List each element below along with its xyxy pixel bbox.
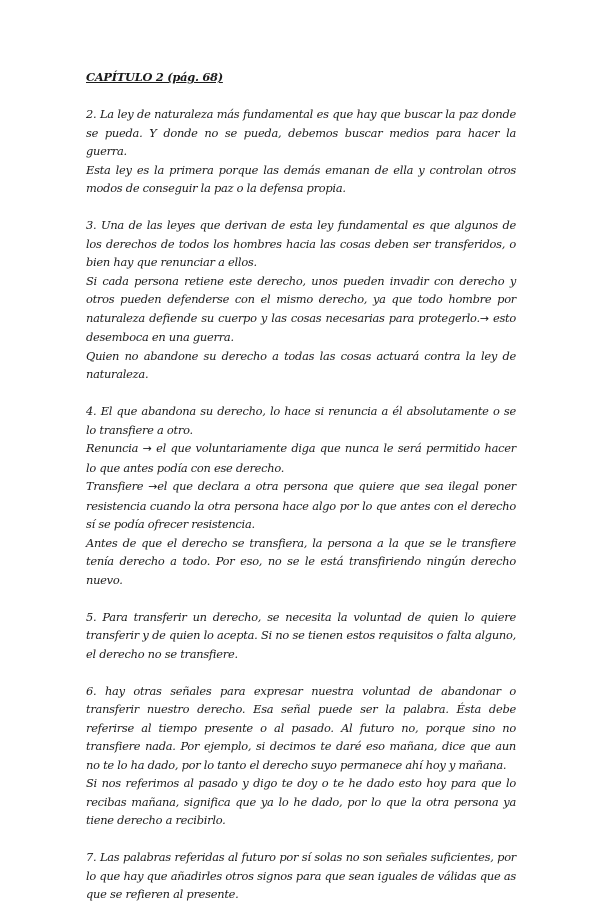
paragraph: 4. El que abandona su derecho, lo hace si renuncia a él absolutamente o se lo transfiere a otro. (86, 404, 516, 437)
right-arrow-icon: → (148, 480, 158, 493)
chapter-title: CAPÍTULO 2 (pág. 68) (86, 70, 223, 84)
section-4 (86, 402, 516, 589)
section-2 (86, 105, 516, 198)
section-3 (86, 216, 516, 384)
paragraph-text: Renuncia (86, 441, 143, 455)
paragraph (86, 439, 516, 477)
paragraph: 6. hay otras señales para expresar nuestra voluntad de abandonar o transferir nuestro derecho. Esa señal puede ser la palabra. Ésta debe referirse al tiempo presente o al pasado. Al futuro no, porque sino no transfiere nada. Por ejemplo, si decimos te daré eso mañana, dice que aun no te lo ha dado, por lo tanto el derecho suyo permanece ahí hoy y mañana. (86, 683, 516, 772)
paragraph: Esta ley es la primera porque las demás emanan de ella y controlan otros modos de conseguir la paz o la defensa propia. (86, 162, 516, 195)
paragraph-text: el que declara a otra persona que quiere que sea ilegal poner resistencia cuando la otra persona hace algo por lo que antes con el derecho sí se podía ofrecer resistencia. (86, 479, 517, 531)
section-6 (86, 682, 516, 830)
paragraph-text: Transfiere (86, 479, 149, 493)
paragraph-text: Si cada persona retiene este derecho, unos pueden invadir con derecho y otros pueden defenderse con el mismo derecho, ya que todo hombre por naturaleza defiende su cuerpo y las cosas necesarias para protegerlo. (86, 273, 516, 325)
section-5 (86, 608, 516, 664)
document-page (86, 68, 516, 922)
paragraph-text: esto desemboca en una guerra. (86, 310, 516, 344)
paragraph: Antes de que el derecho se transfiera, la persona a la que se le transfiere tenía derecho a todo. Por eso, no se le está transfiriendo ningún derecho nuevo. (86, 535, 516, 587)
right-arrow-icon: → (142, 442, 152, 455)
paragraph: 2. La ley de naturaleza más fundamental es que hay que buscar la paz donde se pueda. Y donde no se pueda, debemos buscar medios para hacer la guerra. (86, 107, 516, 158)
paragraph: 5. Para transferir un derecho, se necesita la voluntad de quien lo quiere transferir y de quien lo acepta. Si no se tienen estos requisitos o falta alguno, el derecho no se transfiere. (86, 609, 516, 661)
paragraph: Quien no abandone su derecho a todas las cosas actuará contra la ley de naturaleza. (86, 348, 516, 381)
paragraph: Si nos referimos al pasado y digo te doy o te he dado esto hoy para que lo recibas mañana, significa que ya lo he dado, por lo que la otra persona ya tiene derecho a recibirlo. (86, 776, 516, 827)
right-arrow-icon: → (479, 311, 489, 325)
paragraph: 7. Las palabras referidas al futuro por sí solas no son señales suficientes, por lo que hay que añadirles otros signos para que sean iguales de válidas que as que se refieren al presente. (86, 850, 516, 901)
section-7 (86, 848, 516, 904)
paragraph-text: el que voluntariamente diga que nunca le será permitido hacer lo que antes podía con ese derecho. (86, 441, 516, 475)
paragraph (86, 272, 516, 347)
paragraph (86, 477, 516, 534)
paragraph: 3. Una de las leyes que derivan de esta ley fundamental es que algunos de los derechos de todos los hombres hacia las cosas deben ser transferidos, o bien hay que renunciar a ellos. (86, 218, 516, 269)
